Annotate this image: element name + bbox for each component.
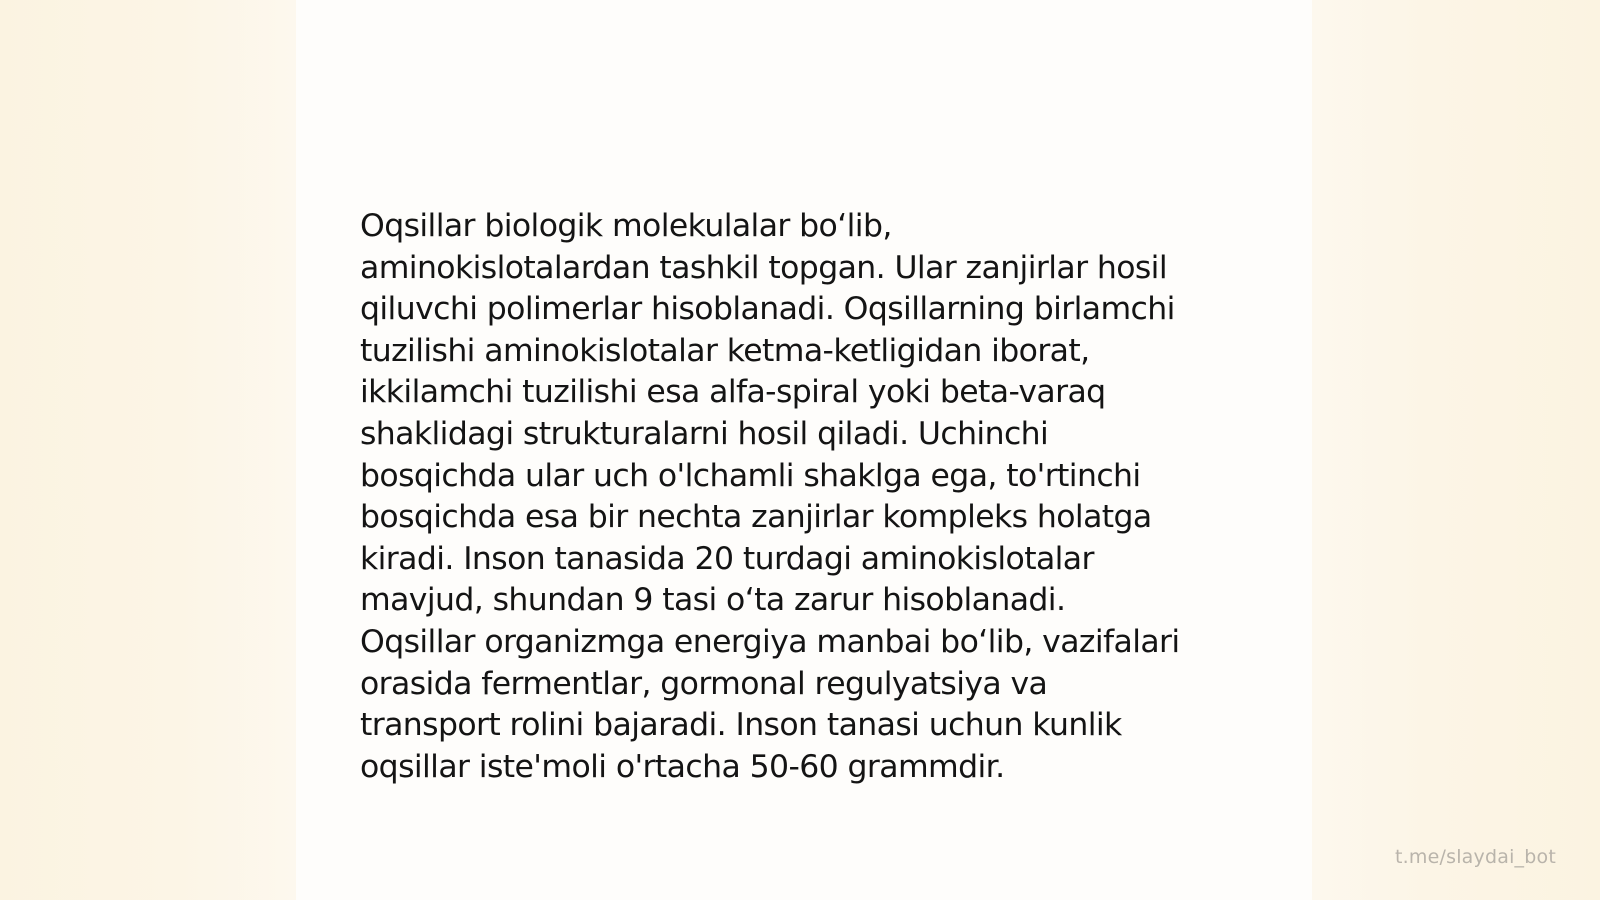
slide-body-text: Oqsillar biologik molekulalar boʻlib, aminokislotalardan tashkil topgan. Ular zanjirlar hosil qiluvchi polimerlar hisoblanadi. Oqsillarning birlamchi tuzilishi aminokislotalar ketma-ketligidan iborat, ikkilamchi tuzilishi esa alfa-spiral yoki beta-varaq shaklidagi strukturalarni hosil qiladi. Uchinchi bosqichda ular uch o'lchamli shaklga ega, to'rtinchi bosqichda esa bir nechta zanjirlar kompleks holatga kiradi. Inson tanasida 20 turdagi aminokislotalar mavjud, shundan 9 tasi oʻta zarur hisoblanadi. Oqsillar organizmga energiya manbai boʻlib, vazifalari orasida fermentlar, gormonal regulyatsiya va transport rolini bajaradi. Inson tanasi uchun kunlik oqsillar iste'moli o'rtacha 50-60 grammdir. <box>360 208 1180 785</box>
background-right-margin <box>1312 0 1600 900</box>
background-left-margin <box>0 0 296 900</box>
watermark-link: t.me/slaydai_bot <box>1395 846 1556 868</box>
